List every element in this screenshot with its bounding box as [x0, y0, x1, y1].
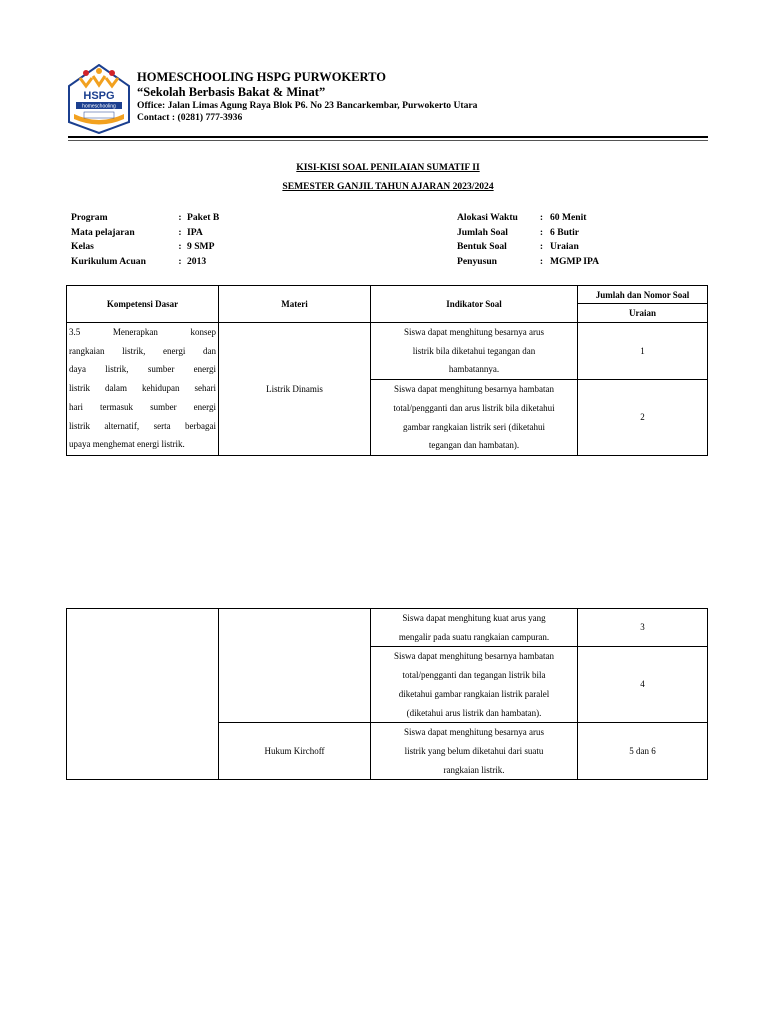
- indikator-line: Siswa dapat menghitung besarnya arus: [404, 327, 544, 337]
- info-label: Alokasi Waktu: [457, 212, 518, 223]
- indikator-line: gambar rangkaian listrik seri (diketahui: [403, 421, 545, 432]
- indikator-line: Siswa dapat menghitung kuat arus yang: [402, 613, 546, 623]
- info-left: [71, 211, 219, 269]
- document-subtitle: SEMESTER GANJIL TAHUN AJARAN 2023/2024: [282, 181, 494, 192]
- indikator-line: diketahui gambar rangkaian listrik paralel: [398, 688, 550, 699]
- kd-line: 3.5 Menerapkan konsep: [69, 327, 216, 337]
- info-value: IPA: [187, 226, 203, 238]
- header-materi: Materi: [219, 286, 371, 323]
- indikator-line: listrik yang belum diketahui dari suatu: [404, 745, 544, 756]
- info-colon: :: [539, 255, 544, 267]
- header-kompetensi-dasar: Kompetensi Dasar: [67, 286, 219, 323]
- info-label: Kurikulum Acuan: [71, 255, 146, 267]
- indikator-line: Siswa dapat menghitung besarnya arus: [404, 727, 544, 738]
- kd-line: listrik dalam kehidupan sehari: [69, 383, 216, 394]
- kd-line: daya listrik, sumber energi: [69, 364, 216, 375]
- school-logo: [68, 64, 130, 134]
- kisi-table-part2: [66, 608, 708, 780]
- indikator-cell: [371, 647, 578, 723]
- kisi-table-part1: [66, 285, 708, 456]
- header-indikator-soal: Indikator Soal: [371, 286, 578, 323]
- nomor-soal-cell: 3: [578, 609, 708, 647]
- info-colon: :: [539, 226, 544, 238]
- indikator-line: tegangan dan hambatan).: [428, 440, 520, 451]
- info-label: Kelas: [71, 241, 94, 252]
- indikator-line: mengalir pada suatu rangkaian campuran.: [398, 631, 550, 642]
- kd-line: rangkaian listrik, energi dan: [69, 345, 216, 356]
- info-value: 9 SMP: [187, 241, 215, 252]
- materi-cell: Hukum Kirchoff: [219, 723, 371, 780]
- nomor-soal-cell: 4: [578, 647, 708, 723]
- info-right: [457, 211, 599, 269]
- info-value: Paket B: [187, 212, 220, 223]
- info-value: Uraian: [550, 241, 579, 252]
- document-title: KISI-KISI SOAL PENILAIAN SUMATIF II: [296, 162, 480, 173]
- info-colon: :: [178, 241, 182, 252]
- info-colon: :: [178, 226, 182, 238]
- kompetensi-dasar-cell: [67, 323, 219, 456]
- info-label: Program: [71, 212, 108, 223]
- nomor-soal-cell: 1: [578, 323, 708, 380]
- table-row: [67, 609, 708, 647]
- kd-line: hari termasuk sumber energi: [69, 401, 216, 412]
- indikator-cell: [371, 323, 578, 380]
- info-value: 2013: [187, 255, 207, 267]
- materi-cell: Listrik Dinamis: [219, 323, 371, 456]
- header-divider-thin: [68, 140, 708, 141]
- indikator-line: hambatannya.: [448, 364, 500, 375]
- org-motto: “Sekolah Berbasis Bakat & Minat”: [137, 85, 326, 99]
- nomor-soal-cell: 5 dan 6: [578, 723, 708, 780]
- info-label: Bentuk Soal: [457, 241, 507, 252]
- indikator-cell: [371, 723, 578, 780]
- indikator-line: Siswa dapat menghitung besarnya hambatan: [394, 651, 554, 662]
- logo-sub-text: homeschooling: [82, 103, 116, 110]
- kd-line: listrik alternatif, serta berbagai: [69, 420, 216, 431]
- kompetensi-dasar-cell-empty: [67, 609, 219, 780]
- indikator-line: Siswa dapat menghitung besarnya hambatan: [394, 384, 554, 395]
- table-row: [67, 323, 708, 380]
- info-colon: :: [539, 241, 544, 252]
- org-contact: Contact : (0281) 777-3936: [137, 112, 243, 123]
- info-colon: :: [178, 255, 182, 267]
- info-value: MGMP IPA: [550, 255, 600, 267]
- materi-cell-empty: [219, 609, 371, 723]
- info-value: 60 Menit: [550, 212, 587, 223]
- indikator-line: (diketahui arus listrik dan hambatan).: [406, 707, 542, 718]
- header-uraian: Uraian: [578, 304, 708, 323]
- org-office-address: Office: Jalan Limas Agung Raya Blok P6. No 23 Bancarkembar, Purwokerto Utara: [137, 100, 478, 111]
- indikator-line: total/pengganti dan arus listrik bila diketahui: [393, 402, 555, 413]
- nomor-soal-cell: 2: [578, 380, 708, 456]
- indikator-cell: [371, 609, 578, 647]
- info-label: Jumlah Soal: [457, 226, 508, 238]
- info-colon: :: [178, 212, 182, 223]
- kd-line: upaya menghemat energi listrik.: [69, 439, 185, 450]
- header-divider-thick: [68, 136, 708, 138]
- info-value: 6 Butir: [550, 226, 580, 238]
- indikator-line: rangkaian listrik.: [443, 764, 505, 775]
- org-name: HOMESCHOOLING HSPG PURWOKERTO: [137, 70, 386, 84]
- info-colon: :: [539, 212, 544, 223]
- header-jumlah-nomor-soal: Jumlah dan Nomor Soal: [578, 286, 708, 304]
- indikator-line: listrik bila diketahui tegangan dan: [412, 345, 536, 356]
- indikator-line: total/pengganti dan tegangan listrik bila: [402, 670, 546, 681]
- indikator-cell: [371, 380, 578, 456]
- info-label: Mata pelajaran: [71, 226, 135, 238]
- logo-hspg-text: HSPG: [83, 90, 115, 102]
- info-label: Penyusun: [457, 255, 497, 267]
